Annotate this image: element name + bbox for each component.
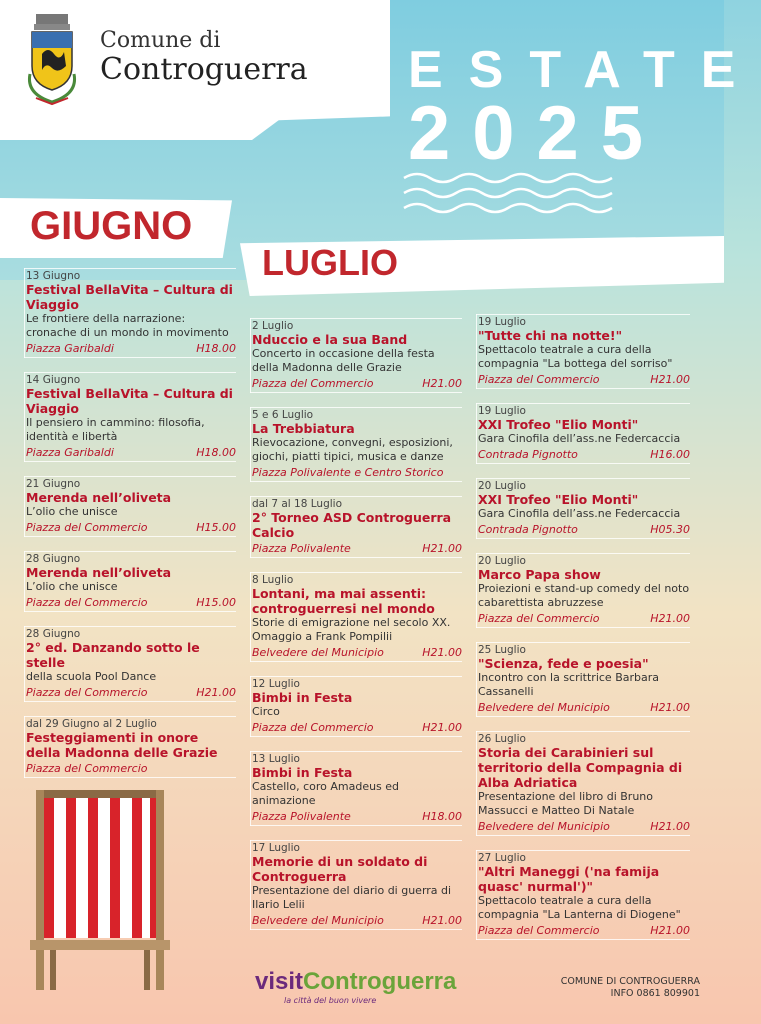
event-title: Bimbi in Festa xyxy=(252,765,353,780)
event-date: dal 7 al 18 Luglio xyxy=(252,498,343,510)
event-place-row xyxy=(250,914,462,930)
event-description: Presentazione del diario di guerra di Ilario Lelii xyxy=(252,884,452,911)
event-date: 12 Luglio xyxy=(252,678,300,690)
event-time: H05.30 xyxy=(650,523,690,536)
event-title: Festeggiamenti in onore della Madonna delle Grazie xyxy=(26,730,218,760)
event-title: Bimbi in Festa xyxy=(252,690,353,705)
event-item xyxy=(476,314,690,389)
event-place-row xyxy=(250,810,462,826)
event-description: Spettacolo teatrale a cura della compagnia "La bottega del sorriso" xyxy=(478,343,673,370)
event-title: "Tutte chi na notte!" xyxy=(478,328,623,343)
event-time: H21.00 xyxy=(422,721,462,734)
event-date: 28 Giugno xyxy=(26,628,81,640)
event-place-row xyxy=(476,820,690,836)
event-time: H18.00 xyxy=(422,810,462,823)
event-item xyxy=(250,840,462,930)
comune-label: Comune di xyxy=(100,28,221,53)
event-title: XXI Trofeo "Elio Monti" xyxy=(478,492,639,507)
event-date: 20 Luglio xyxy=(478,480,526,492)
event-place: Piazza Garibaldi xyxy=(26,446,114,459)
event-time: H21.00 xyxy=(196,686,236,699)
event-place-row xyxy=(476,448,690,464)
event-date: 13 Giugno xyxy=(26,270,81,282)
event-time: H21.00 xyxy=(422,914,462,927)
event-place-row xyxy=(24,686,236,702)
event-item xyxy=(476,850,690,940)
event-place-row xyxy=(476,701,690,717)
event-title: "Altri Maneggi ('na famija quasc' nurmal')" xyxy=(478,864,660,894)
event-time: H21.00 xyxy=(422,377,462,390)
july-events-col1 xyxy=(250,318,462,944)
event-place: Belvedere del Municipio xyxy=(252,914,384,927)
event-date: 26 Luglio xyxy=(478,733,526,745)
event-item xyxy=(250,496,462,558)
logo-tagline: la città del buon vivere xyxy=(284,996,377,1005)
event-place: Piazza Garibaldi xyxy=(26,342,114,355)
event-place-row xyxy=(250,646,462,662)
event-title: "Scienza, fede e poesia" xyxy=(478,656,649,671)
event-place: Piazza del Commercio xyxy=(26,521,148,534)
event-time: H21.00 xyxy=(650,612,690,625)
event-item xyxy=(476,553,690,628)
event-title: Merenda nell’oliveta xyxy=(26,565,172,580)
event-item xyxy=(24,372,236,462)
event-place-row xyxy=(24,446,236,462)
event-time: H21.00 xyxy=(650,924,690,937)
event-date: 27 Luglio xyxy=(478,852,526,864)
event-time: H15.00 xyxy=(196,521,236,534)
event-item xyxy=(24,626,236,702)
event-place-row xyxy=(476,523,690,539)
visit-controguerra-logo xyxy=(255,968,456,996)
event-place: Belvedere del Municipio xyxy=(478,820,610,833)
event-description: Il pensiero in cammino: filosofia, identità e libertà xyxy=(26,416,205,443)
event-date: 21 Giugno xyxy=(26,478,81,490)
event-title: Storia dei Carabinieri sul territorio della Compagnia di Alba Adriatica xyxy=(478,745,683,790)
event-description: della scuola Pool Dance xyxy=(26,670,157,683)
event-place: Contrada Pignotto xyxy=(478,448,578,461)
event-description: Storie di emigrazione nel secolo XX. Omaggio a Frank Pompilii xyxy=(252,616,451,643)
event-item xyxy=(476,478,690,539)
estate-title: ESTATE xyxy=(408,41,761,99)
event-place-row xyxy=(24,596,236,612)
event-description: Castello, coro Amadeus ed animazione xyxy=(252,780,400,807)
event-place-row xyxy=(476,612,690,628)
year-title: 2025 xyxy=(408,91,666,176)
event-time: H15.00 xyxy=(196,596,236,609)
waves-icon xyxy=(404,168,614,218)
event-time: H18.00 xyxy=(196,446,236,459)
event-item xyxy=(24,476,236,537)
event-item xyxy=(250,318,462,393)
event-title: Festival BellaVita – Cultura di Viaggio xyxy=(26,386,233,416)
footer-comune: COMUNE DI CONTROGUERRA xyxy=(560,976,700,987)
event-place: Piazza del Commercio xyxy=(252,721,374,734)
town-name: Controguerra xyxy=(100,52,308,87)
event-description: L’olio che unisce xyxy=(26,580,118,593)
event-title: Memorie di un soldato di Controguerra xyxy=(252,854,428,884)
event-date: 13 Luglio xyxy=(252,753,300,765)
event-title: 2° ed. Danzando sotto le stelle xyxy=(26,640,200,670)
event-place: Piazza del Commercio xyxy=(478,612,600,625)
event-place: Piazza del Commercio xyxy=(26,762,148,775)
july-events-col2 xyxy=(476,314,690,954)
event-item xyxy=(250,676,462,737)
event-description: Incontro con la scrittrice Barbara Cassanelli xyxy=(478,671,659,698)
event-title: Festival BellaVita – Cultura di Viaggio xyxy=(26,282,233,312)
event-place: Belvedere del Municipio xyxy=(478,701,610,714)
event-time: H16.00 xyxy=(650,448,690,461)
event-title: La Trebbiatura xyxy=(252,421,355,436)
event-date: 19 Luglio xyxy=(478,405,526,417)
event-place-row xyxy=(250,721,462,737)
event-place: Belvedere del Municipio xyxy=(252,646,384,659)
july-heading: LUGLIO xyxy=(262,242,398,283)
june-heading: GIUGNO xyxy=(30,204,193,248)
event-title: Marco Papa show xyxy=(478,567,601,582)
event-item xyxy=(476,731,690,836)
event-place: Piazza Polivalente xyxy=(252,810,351,823)
event-place: Piazza del Commercio xyxy=(26,596,148,609)
logo-name: Controguerra xyxy=(303,968,457,995)
event-description: Proiezioni e stand-up comedy del noto cabarettista abruzzese xyxy=(478,582,690,609)
event-item xyxy=(250,572,462,662)
event-date: 2 Luglio xyxy=(252,320,294,332)
event-item xyxy=(250,407,462,482)
event-date: 17 Luglio xyxy=(252,842,300,854)
event-item xyxy=(250,751,462,826)
event-date: dal 29 Giugno al 2 Luglio xyxy=(26,718,157,730)
logo-visit: visit xyxy=(255,968,304,995)
event-description: Rievocazione, convegni, esposizioni, giochi, piatti tipici, musica e danze xyxy=(252,436,453,463)
event-place-row xyxy=(250,542,462,558)
event-place: Piazza del Commercio xyxy=(252,377,374,390)
event-description: L’olio che unisce xyxy=(26,505,118,518)
event-description: Presentazione del libro di Bruno Massucci e Matteo Di Natale xyxy=(478,790,653,817)
event-place-row xyxy=(250,466,462,482)
event-description: Le frontiere della narrazione: cronache di un mondo in movimento xyxy=(26,312,229,339)
event-time: H18.00 xyxy=(196,342,236,355)
event-time: H21.00 xyxy=(650,701,690,714)
event-item xyxy=(476,403,690,464)
event-item xyxy=(24,716,236,778)
event-title: XXI Trofeo "Elio Monti" xyxy=(478,417,639,432)
town-crest-icon xyxy=(22,14,82,106)
footer-contact xyxy=(552,976,700,1000)
event-item xyxy=(24,551,236,612)
event-time: H21.00 xyxy=(422,646,462,659)
june-events xyxy=(24,268,236,792)
event-date: 28 Giugno xyxy=(26,553,81,565)
event-title: 2° Torneo ASD Controguerra Calcio xyxy=(252,510,452,540)
event-time: H21.00 xyxy=(650,820,690,833)
event-place-row xyxy=(250,377,462,393)
footer-info: INFO 0861 809901 xyxy=(610,988,700,999)
event-date: 8 Luglio xyxy=(252,574,294,586)
event-title: Merenda nell’oliveta xyxy=(26,490,172,505)
beach-chair-icon xyxy=(30,790,170,990)
event-item xyxy=(24,268,236,358)
event-date: 5 e 6 Luglio xyxy=(252,409,314,421)
event-place: Piazza del Commercio xyxy=(478,373,600,386)
event-date: 25 Luglio xyxy=(478,644,526,656)
event-title: Lontani, ma mai assenti: controguerresi nel mondo xyxy=(252,586,435,616)
event-date: 19 Luglio xyxy=(478,316,526,328)
event-description: Spettacolo teatrale a cura della compagnia "La Lanterna di Diogene" xyxy=(478,894,681,921)
event-date: 14 Giugno xyxy=(26,374,81,386)
event-place: Contrada Pignotto xyxy=(478,523,578,536)
event-date: 20 Luglio xyxy=(478,555,526,567)
event-place-row xyxy=(476,924,690,940)
event-place: Piazza Polivalente xyxy=(252,542,351,555)
event-title: Nduccio e la sua Band xyxy=(252,332,408,347)
event-place-row xyxy=(24,521,236,537)
event-place-row xyxy=(24,762,236,778)
event-description: Gara Cinofila dell’ass.ne Federcaccia xyxy=(478,432,681,445)
event-place: Piazza del Commercio xyxy=(478,924,600,937)
event-time: H21.00 xyxy=(650,373,690,386)
event-place: Piazza del Commercio xyxy=(26,686,148,699)
event-time: H21.00 xyxy=(422,542,462,555)
event-item xyxy=(476,642,690,717)
event-place-row xyxy=(476,373,690,389)
event-description: Circo xyxy=(252,705,280,718)
event-description: Gara Cinofila dell’ass.ne Federcaccia xyxy=(478,507,681,520)
event-place-row xyxy=(24,342,236,358)
event-description: Concerto in occasione della festa della Madonna delle Grazie xyxy=(252,347,435,374)
event-place: Piazza Polivalente e Centro Storico xyxy=(252,466,444,479)
